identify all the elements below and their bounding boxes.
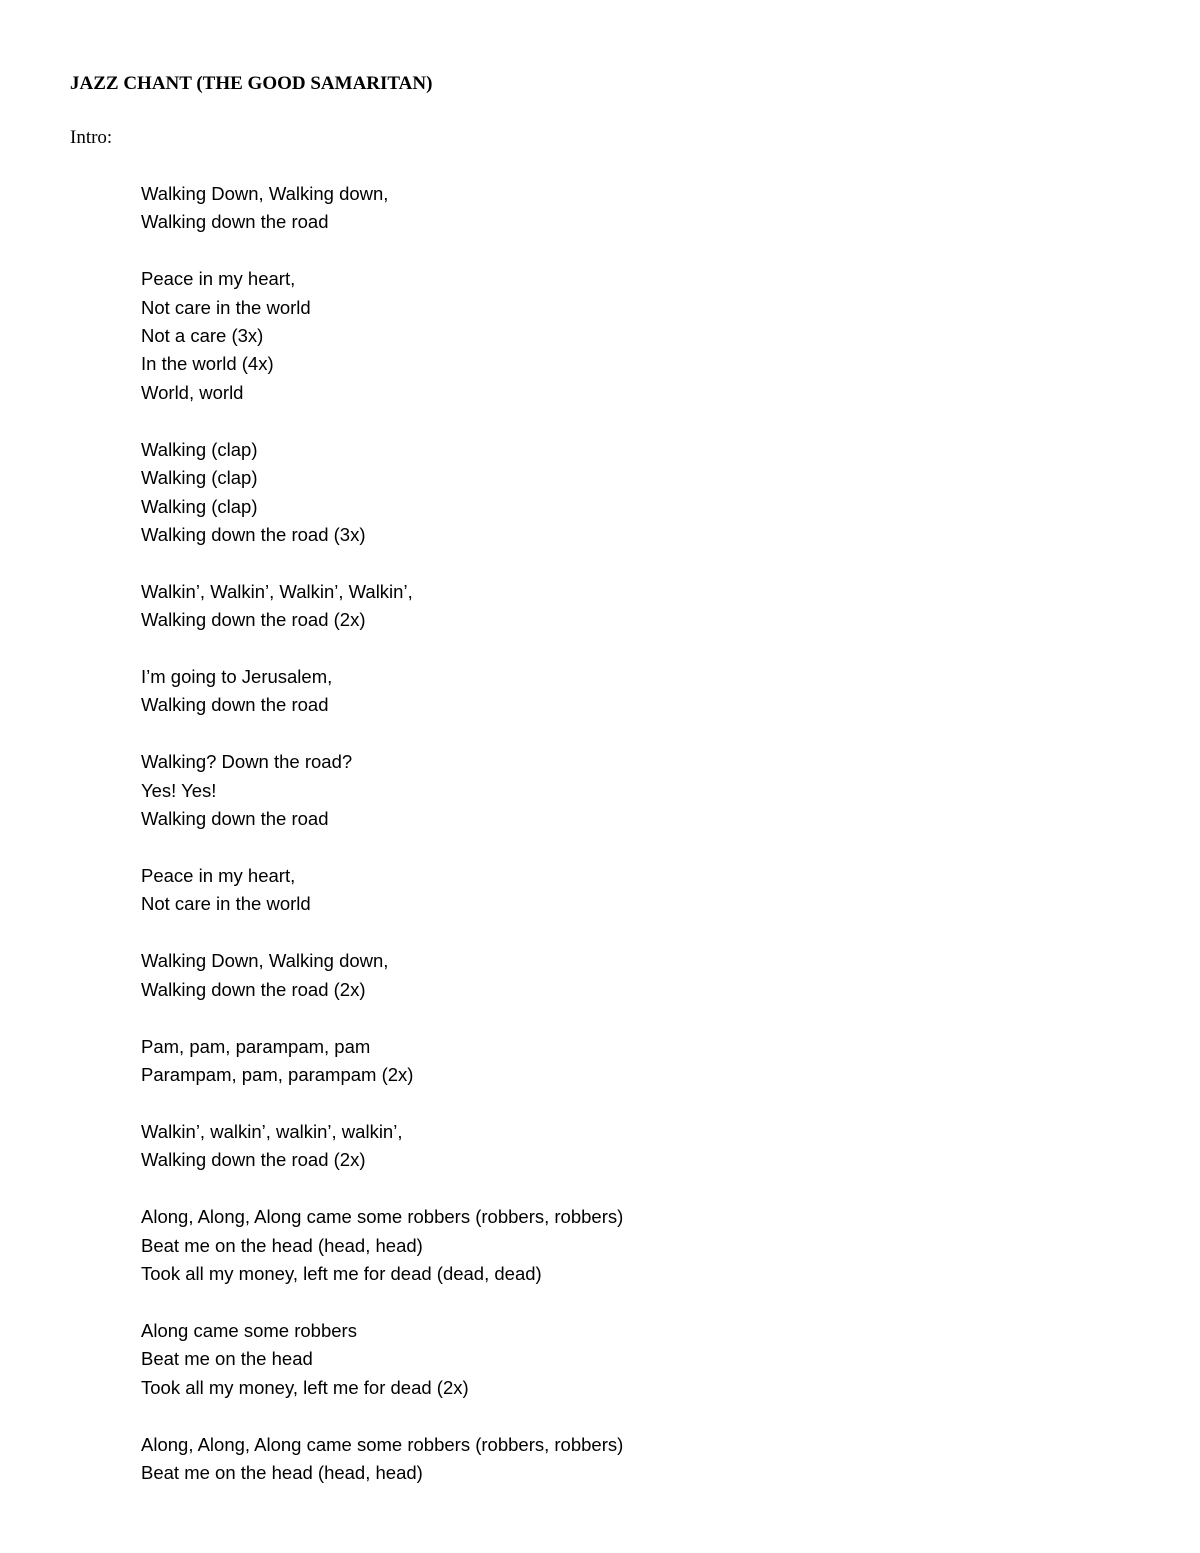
stanza	[141, 1033, 1141, 1090]
lyric-line: Pam, pam, parampam, pam	[141, 1035, 371, 1057]
stanza	[141, 180, 1141, 237]
lyric-line: In the world (4x)	[141, 353, 274, 375]
lyric-line: Not care in the world	[141, 296, 311, 318]
lyric-line: Yes! Yes!	[141, 779, 217, 801]
lyric-line: I’m going to Jerusalem,	[141, 666, 333, 688]
stanza	[141, 748, 1141, 833]
lyric-line: Not a care (3x)	[141, 325, 264, 347]
lyric-line: Along, Along, Along came some robbers (robbers, robbers)	[141, 1206, 624, 1228]
stanza	[141, 862, 1141, 919]
intro-label: Intro:	[70, 127, 113, 148]
stanza	[141, 1118, 1141, 1175]
lyric-line: Peace in my heart,	[141, 268, 296, 290]
lyric-line: Walking down the road (2x)	[141, 978, 366, 1000]
lyrics-body	[141, 180, 1141, 1516]
lyric-line: Along, Along, Along came some robbers (robbers, robbers)	[141, 1433, 624, 1455]
lyric-line: Walking Down, Walking down,	[141, 183, 389, 204]
lyric-line: Beat me on the head (head, head)	[141, 1234, 423, 1256]
lyric-line: Walkin’, walkin’, walkin’, walkin’,	[141, 1120, 403, 1142]
lyric-line: World, world	[141, 381, 244, 403]
lyric-line: Along came some robbers	[141, 1319, 357, 1341]
lyric-line: Walking Down, Walking down,	[141, 950, 389, 972]
lyric-line: Not care in the world	[141, 893, 311, 915]
lyric-line: Walkin’, Walkin’, Walkin’, Walkin’,	[141, 580, 413, 602]
lyric-line: Took all my money, left me for dead (2x)	[141, 1376, 469, 1398]
lyric-line: Walking (clap)	[141, 438, 258, 460]
lyric-line: Peace in my heart,	[141, 865, 296, 887]
stanza	[141, 663, 1141, 720]
stanza	[141, 436, 1141, 550]
lyric-line: Walking (clap)	[141, 467, 258, 489]
lyric-line: Parampam, pam, parampam (2x)	[141, 1063, 414, 1085]
stanza	[141, 265, 1141, 407]
stanza	[141, 1203, 1141, 1288]
lyric-line: Beat me on the head (head, head)	[141, 1461, 423, 1483]
lyric-line: Walking (clap)	[141, 495, 258, 517]
document-title: JAZZ CHANT (THE GOOD SAMARITAN)	[70, 73, 433, 94]
lyric-line: Took all my money, left me for dead (dead, dead)	[141, 1262, 542, 1284]
stanza	[141, 947, 1141, 1004]
lyric-line: Walking down the road	[141, 808, 329, 830]
lyric-line: Beat me on the head	[141, 1348, 313, 1370]
stanza	[141, 578, 1141, 635]
lyric-line: Walking down the road (2x)	[141, 609, 366, 631]
lyric-line: Walking down the road	[141, 211, 329, 233]
lyric-line: Walking? Down the road?	[141, 751, 353, 773]
lyric-line: Walking down the road (2x)	[141, 1149, 366, 1171]
stanza	[141, 1431, 1141, 1488]
lyric-line: Walking down the road	[141, 694, 329, 716]
lyric-line: Walking down the road (3x)	[141, 523, 366, 545]
stanza	[141, 1317, 1141, 1402]
